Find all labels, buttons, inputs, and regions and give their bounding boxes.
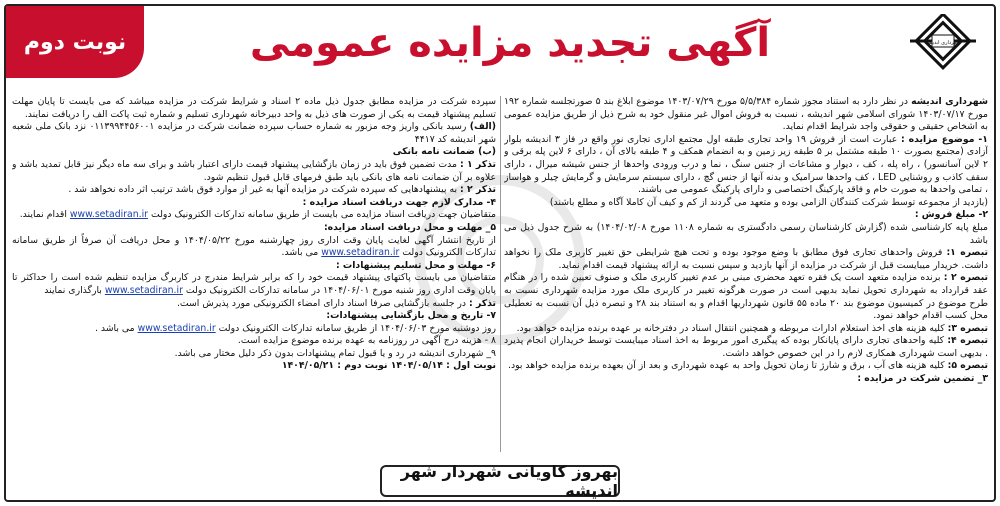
right-paragraph-text: برنده مزایده متعهد است یک فقره تعهد محضری مبنی بر عدم تغییر کاربری ملک و صنوف تعیین شده را در هنگام عقد قرارداد به شهرداری تحویل نماید بدیهی است در صورت هرگونه تغییر در کاربری ملک مورد مزایده شهرداری نسبت به طرح موضوع در کمیسیون موضوع بند ۲۰ ماده ۵۵ قانون شهرداریها اقدام و به استناد بند ۲۸ و تبصره ذیل آن نسبت به تعطیلی محل کسب اقدام خواهد نمود. — [504, 272, 988, 322]
section-6-heading: ۶- مهلت و محل تسلیم پیشنهادات : — [335, 259, 496, 271]
section-5-heading: ۵_ مهلت و محل دریافت اسناد مزایده: — [323, 221, 496, 233]
right-paragraph-text: مبلغ پایه کارشناسی شده (گزارش کارشناسان رسمی دادگستری به شماره ۱۱۰۸ مورخ ۱۴۰۴/۰۲/۰۸) به شرح جدول ذیل می باشد — [504, 221, 988, 246]
right-paragraph — [504, 222, 988, 247]
right-paragraph-heading: تبصره ۴: — [947, 335, 988, 347]
column-divider — [500, 96, 501, 452]
page-title: آگهی تجدید مزایده عمومی — [249, 20, 771, 66]
deposit-option-a: (الف) رسید بانکی واریز وجه مزبور به شماره حساب سپرده ضمانت شرکت در مزایده ۰۱۱۳۹۹۴۴۵۶۰۰۱ نزد بانک ملی شعبه شهر اندیشه کد ۴۴۱۷ — [12, 121, 496, 145]
section-4-text: متقاضیان جهت دریافت اسناد مزایده می بایست از طریق سامانه تدارکات الکترونیک دولت www.setadiran.ir اقدام نمایند. — [19, 209, 496, 221]
right-paragraph — [504, 96, 988, 134]
right-paragraph-heading: تبصره ۵: — [947, 360, 988, 372]
publication-dates: نوبت اول : ۱۴۰۴/۰۵/۱۴ نوبت دوم : ۱۴۰۴/۰۵/۲۱ — [281, 360, 496, 372]
setadiran-link[interactable]: www.setadiran.ir — [321, 247, 400, 259]
setadiran-link[interactable]: www.setadiran.ir — [104, 284, 183, 296]
municipality-logo-icon — [900, 14, 986, 86]
right-paragraph-heading: ۲- مبلغ فروش : — [914, 209, 988, 221]
right-paragraph-text: (بازدید از مجموعه توسط شرکت کنندگان الزامی بوده و متعهد می گردند از کم و کیف آن کاملا آگاه و مطلع باشند) — [549, 196, 988, 208]
right-paragraph-text: کلیه واحدهای تجاری دارای پایانکار بوده که پیگیری امور مربوط به اخذ اسناد میبایست توسط خریداران انجام پذیرد . بدیهی است شهرداری همکاری لازم را در این خصوص خواهد داشت. — [504, 335, 988, 359]
right-paragraph — [504, 360, 988, 373]
right-paragraph — [504, 247, 988, 272]
section-5-text: از تاریخ انتشار آگهی لغایت پایان وقت اداری روز چهارشنبه مورخ ۱۴۰۴/۰۵/۲۲ و محل دریافت آن صرفاً از طریق سامانه تدارکات الکترونیک دولت www.setadiran.ir می باشد. — [12, 234, 496, 259]
municipality-logo — [900, 14, 986, 86]
right-paragraph — [504, 134, 988, 197]
section-6-text: متقاضیان می بایست پاکتهای پیشنهاد قیمت خود را که برابر شرایط مندرج در کاربرگ مزایده تنظیم شده است را حداکثر تا پایان وقت اداری روز شنبه مورخ ۱۴۰۴/۰۶/۰۱ در سامانه تدارکات الکترونیک دولت www.setadiran.ir بارگذاری نمایند — [12, 272, 496, 296]
right-paragraph-heading: ۳_ تضمین شرکت در مزایده : — [857, 373, 988, 385]
round-badge: نوبت دوم — [6, 6, 144, 78]
right-column — [504, 96, 988, 452]
right-paragraph — [504, 209, 988, 222]
setadiran-link[interactable]: www.setadiran.ir — [137, 322, 216, 334]
section-8-text: ۸ - هزینه درج آگهی در روزنامه به عهده برنده موضوع مزایده است. — [237, 335, 496, 347]
right-paragraph-text: فروش واحدهای تجاری فوق مطابق با وضع موجود بوده و تحت هیچ شرایطی حق تغییر کاربری ملک را نخواهد داشت. خریدار میبایست قبل از شرکت در مزایده از آنها بازدید و سپس نسبت به ارائه پیشنهاد قیمت اقدام نماید. — [504, 247, 988, 271]
note-2: تذکر ۲ : به پیشنهادهایی که سپرده شرکت در مزایده آنها به غیر از موارد فوق باشد ترتیب اثر داده نخواهد شد . — [68, 184, 496, 196]
right-paragraph-heading: ۱- موضوع مزایده : — [900, 133, 988, 145]
right-paragraph — [504, 373, 988, 386]
logo-text: شهرداری اندیشه — [925, 40, 961, 46]
right-paragraph-heading: تبصره ۲ : — [943, 272, 988, 284]
right-paragraph — [504, 323, 988, 336]
note-3: تذکر : در جلسه بازگشایی صرفا اسناد دارای امضاء الکترونیکی مورد پذیرش است. — [176, 297, 496, 309]
right-paragraph-heading: تبصره ۳: — [947, 322, 988, 334]
right-paragraph — [504, 335, 988, 360]
left-column — [12, 96, 496, 452]
right-paragraph-text: در نظر دارد به استناد مجوز شماره ۵/۵/۳۸۴ مورخ ۱۴۰۳/۰۷/۲۹ موضوع ابلاغ بند ۵ صورتجلسه شماره ۱۹۲ مورخ ۱۴۰۳/۰۷/۱۷ شورای اسلامی شهر اندیشه ، نسبت به فروش اموال غیر منقول خود به شرح ذیل از طریق مزایده عمومی به اشخاص حقیقی و حقوقی واجد شرایط اقدام نماید. — [504, 96, 988, 133]
section-4-heading: ۴- مدارک لازم جهت دریافت اسناد مزایده : — [302, 196, 496, 208]
deposit-option-b: (ب) ضمانت نامه بانکی — [392, 146, 496, 158]
right-paragraph-text: کلیه هزینه های آب ، برق و شارژ تا زمان تحویل واحد به عهده شهرداری و بعد از آن بعهده برنده مزایده خواهد بود. — [507, 360, 948, 372]
right-paragraph-text: عبارت است از فروش ۱۹ واحد تجاری طبقه اول مجتمع اداری تجاری نور واقع در فاز ۳ اندیشه بلوار آزادی (مجتمع بصورت ۱۰ طبقه مشتمل بر ۵ طبقه زیر زمین و به انضمام همکف و ۴ طبقه بالای آن ، دارای ۶ لاین پله برقی و ۲ لاین آسانسور) ، راه پله ، کف ، دیوار و مشاعات از جنس سنگ ، نما و درب ورودی واحدها از جنس شیشه میرال ، دارای سقف کاذب و روشنایی LED ، کف واحدها سرامیک و بدنه آنها از جنس گچ ، دارای سیستم سرمایش و گرمایش چیلر و هواساز ، تمامی واحدها به صورت خام و فاقد پارکینگ اختصاصی و دارای پارکینگ عمومی می باشند. — [504, 133, 988, 196]
section-7-heading: ۷- تاریخ و محل بازگشایی پیشنهادات: — [326, 310, 496, 322]
section-7-text: روز دوشنبه مورخ ۱۴۰۴/۰۶/۰۳ از طریق سامانه تدارکات الکترونیک دولت www.setadiran.ir می باشد . — [94, 322, 496, 334]
right-paragraph-text: کلیه هزینه های اخذ استعلام ادارات مربوطه و همچنین انتقال اسناد در دفترخانه بر عهده برنده مزایده خواهد بود. — [516, 322, 948, 334]
right-paragraph — [504, 197, 988, 210]
right-paragraph — [504, 272, 988, 322]
deposit-paragraph: سپرده شرکت در مزایده مطابق جدول ذیل ماده ۲ اسناد و شرایط شرکت در مزایده میباشد که می بایست تا پایان مهلت تسلیم پیشنهاد قیمت به یکی از صورت های ذیل به واحد دبیرخانه شهرداری تسلیم و شماره ثبت پاکت الف را دریافت نمایند. — [12, 96, 496, 120]
note-1: تذکر ۱ : مدت تضمین فوق باید در زمان بازگشایی پیشنهاد قیمت دارای اعتبار باشد و برای سه ماه دیگر نیز قابل تمدید باشد و علاوه بر آن ضمانت نامه های بانکی باید طبق فرمهای قابل قبول تنظیم شود. — [12, 158, 496, 183]
setadiran-link[interactable]: www.setadiran.ir — [69, 209, 148, 221]
mayor-signature-box: بهروز کاویانی شهردار شهر اندیشه — [380, 465, 620, 497]
right-paragraph-heading: شهرداری اندیشه — [911, 96, 988, 107]
right-paragraph-heading: تبصره ۱: — [946, 247, 988, 259]
section-9-text: ۹_ شهرداری اندیشه در رد و یا قبول تمام پیشنهادات بدون ذکر دلیل مختار می باشد. — [174, 347, 496, 359]
